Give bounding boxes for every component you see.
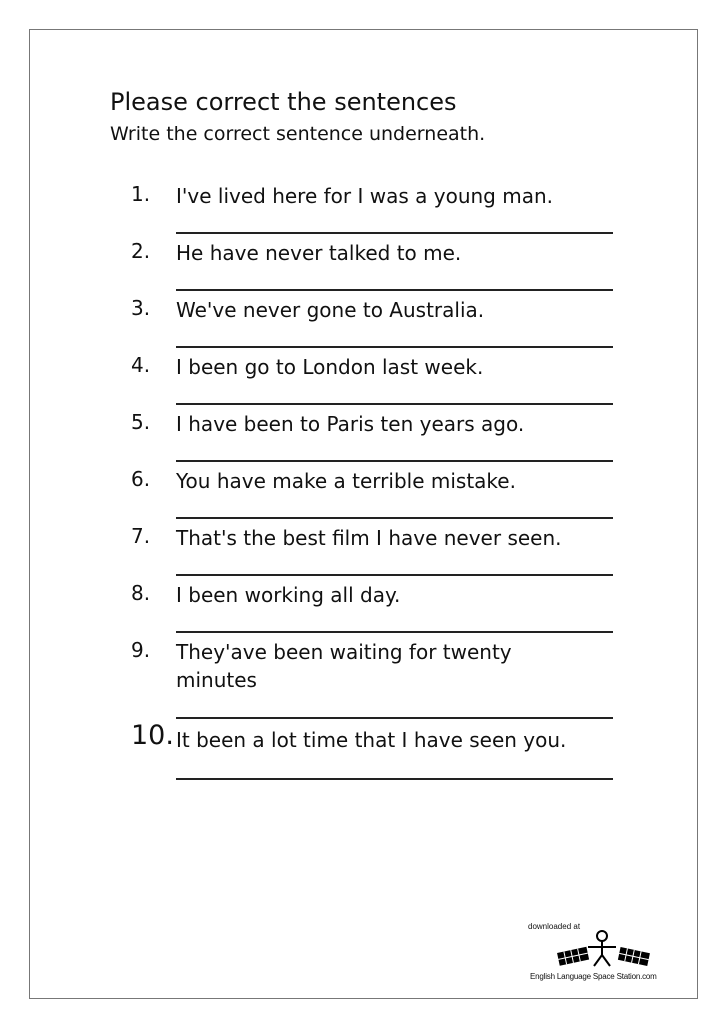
logo-top-text: downloaded at	[528, 922, 581, 931]
item-number: 4.	[131, 353, 151, 377]
item-sentence: I have been to Paris ten years ago.	[176, 412, 525, 436]
item-sentence: He have never talked to me.	[176, 241, 462, 265]
item-number: 7.	[131, 524, 151, 548]
answer-line[interactable]	[176, 289, 613, 291]
answer-line[interactable]	[176, 717, 613, 719]
item-sentence: That's the best film I have never seen.	[176, 526, 562, 550]
item-number: 5.	[131, 410, 151, 434]
logo-bottom-text: English Language Space Station.com	[530, 972, 657, 981]
item-sentence: We've never gone to Australia.	[176, 298, 485, 322]
answer-line[interactable]	[176, 517, 613, 519]
item-sentence: I've lived here for I was a young man.	[176, 184, 553, 208]
answer-line[interactable]	[176, 346, 613, 348]
page-title: Please correct the sentences	[110, 88, 457, 116]
answer-line[interactable]	[176, 631, 613, 633]
item-number: 9.	[131, 638, 151, 662]
item-number: 10.	[131, 720, 174, 751]
site-logo	[524, 922, 684, 984]
answer-line[interactable]	[176, 403, 613, 405]
item-number: 6.	[131, 467, 151, 491]
page-subtitle: Write the correct sentence underneath.	[110, 123, 486, 145]
worksheet-page	[29, 29, 698, 999]
item-number: 3.	[131, 296, 151, 320]
item-sentence: It been a lot time that I have seen you.	[176, 728, 567, 752]
answer-line[interactable]	[176, 574, 613, 576]
item-sentence: I been working all day.	[176, 583, 401, 607]
item-number: 2.	[131, 239, 151, 263]
answer-line[interactable]	[176, 778, 613, 780]
item-number: 1.	[131, 182, 151, 206]
answer-line[interactable]	[176, 460, 613, 462]
answer-line[interactable]	[176, 232, 613, 234]
item-sentence: I been go to London last week.	[176, 355, 484, 379]
item-number: 8.	[131, 581, 151, 605]
satellite-icon	[524, 922, 684, 974]
item-sentence: You have make a terrible mistake.	[176, 469, 516, 493]
item-sentence: They'ave been waiting for twenty minutes	[176, 640, 512, 692]
